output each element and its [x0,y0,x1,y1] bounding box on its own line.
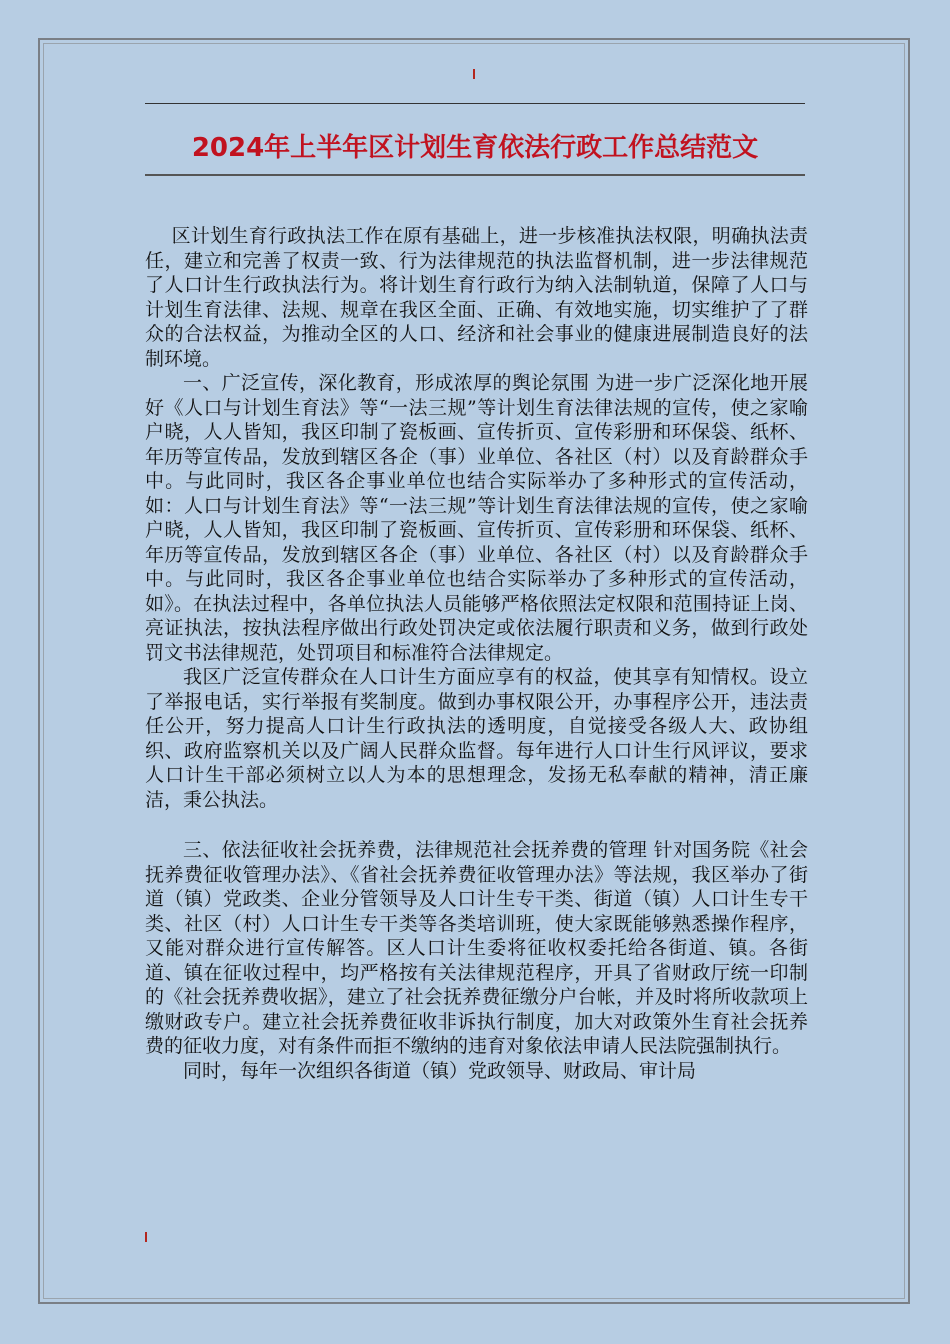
paragraph-continuation: 同时，每年一次组织各街道（镇）党政领导、财政局、审计局 [183,1059,697,1082]
paragraph-section-3: 三、依法征收社会抚养费，法律规范社会抚养费的管理 针对国务院《社会抚养费征收管理办法》、《省社会抚养费征收管理办法》等法规，我区举办了街道（镇）党政类、企业分管领导及人口计生专干类、街道（镇）人口计生专干类、社区（村）人口计生专干类等各类培训班，使大家既能够熟悉操作程序，又能对群众进行宣传解答。区人口计生委将征收权委托给各街道、镇。各街道、镇在征收过程中，均严格按有关法律规范程序，开具了省财政厅统一印制的《社会抚养费收据》，建立了社会抚养费征缴分户台帐，并及时将所收款项上缴财政专户。建立社会抚养费征收非诉执行制度，加大对政策外生育社会抚养费的征收力度，对有条件而拒不缴纳的违育对象依法申请人民法院强制执行。 [145,839,808,1057]
header-marker [473,69,475,79]
document-body [145,224,808,1083]
document-title: 2024年上半年区计划生育依法行政工作总结范文 [191,133,759,163]
paragraph-section-1: 一、广泛宣传，深化教育，形成浓厚的舆论氛围 为进一步广泛深化地开展好《人口与计划生育法》等“一法三规”等计划生育法律法规的宣传，使之家喻户晓，人人皆知，我区印制了瓷板画、宣传折页、宣传彩册和环保袋、纸杯、年历等宣传品，发放到辖区各企（事）业单位、各社区（村）以及育龄群众手中。与此同时，我区各企事业单位也结合实际举办了多种形式的宣传活动，如：人口与计划生育法》等“一法三规”等计划生育法律法规的宣传，使之家喻户晓，人人皆知，我区印制了瓷板画、宣传折页、宣传彩册和环保袋、纸杯、年历等宣传品，发放到辖区各企（事）业单位、各社区（村）以及育龄群众手中。与此同时，我区各企事业单位也结合实际举办了多种形式的宣传活动，如》。在执法过程中，各单位执法人员能够严格依照法定权限和范围持证上岗、亮证执法，按执法程序做出行政处罚决定或依法履行职责和义务，做到行政处罚文书法律规范，处罚项目和标准符合法律规定。 [145,372,808,664]
paragraph-publicity: 我区广泛宣传群众在人口计生方面应享有的权益，使其享有知情权。设立了举报电话，实行举报有奖制度。做到办事权限公开，办事程序公开，违法责任公开，努力提高人口计生行政执法的透明度，自觉接受各级人大、政协组织、政府监察机关以及广阔人民群众监督。每年进行人口计生行风评议，要求人口计生干部必须树立以人为本的思想理念，发扬无私奉献的精神，清正廉洁，秉公执法。 [145,666,808,811]
header-rule [145,103,805,104]
paragraph-gap [145,812,808,838]
paragraph-intro: 区计划生育行政执法工作在原有基础上，进一步核准执法权限，明确执法责任，建立和完善了权责一致、行为法律规范的执法监督机制，进一步法律规范了人口计生行政执法行为。将计划生育行政行为纳入法制轨道，保障了人口与计划生育法律、法规、规章在我区全面、正确、有效地实施，切实维护了了群众的合法权益，为推动全区的人口、经济和社会事业的健康进展制造良好的法制环境。 [145,225,808,370]
footer-marker [145,1232,147,1242]
title-underline [145,174,805,176]
